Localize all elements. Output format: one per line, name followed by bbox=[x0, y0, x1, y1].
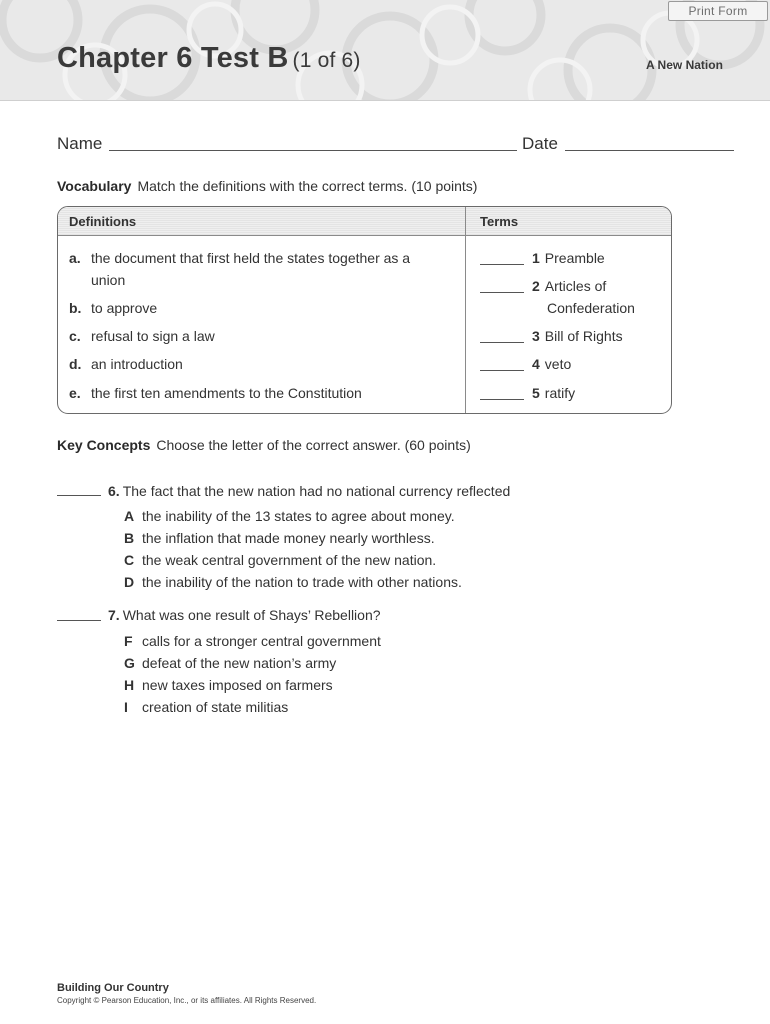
term-text: ratify bbox=[544, 385, 576, 401]
question-number: 6. bbox=[108, 483, 120, 499]
answer-option bbox=[124, 530, 435, 546]
term-answer-blank[interactable] bbox=[480, 387, 524, 400]
option-letter: H bbox=[124, 677, 135, 693]
definition-letter: d. bbox=[69, 356, 82, 372]
term-item bbox=[480, 247, 605, 269]
definition-item bbox=[69, 353, 449, 375]
definition-letter: b. bbox=[69, 300, 82, 316]
term-text: Articles of bbox=[544, 278, 607, 294]
option-text: the weak central government of the new nation. bbox=[142, 552, 437, 568]
option-letter: C bbox=[124, 552, 135, 568]
definition-text-continued: union bbox=[91, 272, 126, 288]
answer-option bbox=[124, 633, 381, 649]
definition-letter: c. bbox=[69, 328, 81, 344]
option-text: calls for a stronger central government bbox=[142, 633, 381, 649]
answer-option bbox=[124, 508, 455, 524]
key-concepts-section-heading bbox=[57, 437, 471, 453]
term-answer-blank[interactable] bbox=[480, 358, 524, 371]
chapter-title-text: Chapter 6 Test B bbox=[57, 42, 289, 74]
chapter-part: (1 of 6) bbox=[292, 49, 361, 72]
question-number: 7. bbox=[108, 607, 120, 623]
option-letter: B bbox=[124, 530, 135, 546]
definition-item bbox=[69, 297, 449, 319]
definition-text: the document that first held the states together as a bbox=[91, 250, 411, 266]
definition-text: to approve bbox=[91, 300, 158, 316]
term-answer-blank[interactable] bbox=[480, 330, 524, 343]
option-text: defeat of the new nation’s army bbox=[142, 655, 337, 671]
definition-text: the first ten amendments to the Constitution bbox=[91, 385, 362, 401]
terms-header: Terms bbox=[480, 214, 519, 229]
term-item bbox=[480, 275, 635, 319]
term-item bbox=[480, 325, 623, 347]
option-letter: A bbox=[124, 508, 135, 524]
definition-letter: a. bbox=[69, 250, 81, 266]
term-answer-blank[interactable] bbox=[480, 252, 524, 265]
answer-option bbox=[124, 552, 436, 568]
answer-option bbox=[124, 699, 288, 715]
term-text: veto bbox=[544, 356, 572, 372]
definition-item bbox=[69, 247, 449, 291]
vocabulary-heading: Vocabulary bbox=[57, 178, 132, 194]
answer-option bbox=[124, 655, 336, 671]
page-title bbox=[57, 42, 361, 75]
option-text: creation of state militias bbox=[142, 699, 289, 715]
key-concepts-heading: Key Concepts bbox=[57, 437, 151, 453]
vocabulary-column-divider bbox=[465, 207, 466, 413]
vocabulary-instructions: Match the definitions with the correct terms. (10 points) bbox=[137, 178, 478, 194]
date-label: Date bbox=[522, 134, 558, 153]
term-answer-blank[interactable] bbox=[480, 280, 524, 293]
answer-option bbox=[124, 677, 333, 693]
term-text-continued: Confederation bbox=[547, 300, 635, 316]
option-letter: D bbox=[124, 574, 135, 590]
key-concepts-instructions: Choose the letter of the correct answer. (60 points) bbox=[156, 437, 471, 453]
term-item bbox=[480, 353, 571, 375]
name-field[interactable] bbox=[109, 150, 517, 151]
definition-text: an introduction bbox=[91, 356, 183, 372]
date-field[interactable] bbox=[565, 150, 734, 151]
option-text: the inflation that made money nearly worthless. bbox=[142, 530, 435, 546]
term-number: 4 bbox=[532, 356, 540, 372]
question-answer-blank[interactable] bbox=[57, 495, 101, 496]
option-letter: F bbox=[124, 633, 133, 649]
name-label: Name bbox=[57, 134, 103, 153]
definition-letter: e. bbox=[69, 385, 81, 401]
question-text: The fact that the new nation had no national currency reflected bbox=[122, 483, 511, 499]
definition-text: refusal to sign a law bbox=[91, 328, 215, 344]
term-number: 2 bbox=[532, 278, 540, 294]
footer-copyright: Copyright © Pearson Education, Inc., or its affiliates. All Rights Reserved. bbox=[57, 996, 317, 1005]
question-stem bbox=[108, 607, 381, 623]
option-letter: I bbox=[124, 699, 128, 715]
question-text: What was one result of Shays’ Rebellion? bbox=[122, 607, 381, 623]
unit-title: A New Nation bbox=[646, 58, 723, 72]
option-letter: G bbox=[124, 655, 135, 671]
answer-option bbox=[124, 574, 462, 590]
option-text: the inability of the nation to trade with other nations. bbox=[142, 574, 462, 590]
term-number: 5 bbox=[532, 385, 540, 401]
vocabulary-matching-box bbox=[57, 206, 672, 414]
question-answer-blank[interactable] bbox=[57, 620, 101, 621]
term-number: 1 bbox=[532, 250, 540, 266]
print-form-button[interactable]: Print Form bbox=[668, 1, 768, 21]
option-text: new taxes imposed on farmers bbox=[142, 677, 333, 693]
footer-book-title: Building Our Country bbox=[57, 982, 169, 994]
vocabulary-section-heading bbox=[57, 178, 477, 194]
question-stem bbox=[108, 483, 510, 499]
vocabulary-table-header bbox=[58, 207, 671, 236]
definition-item bbox=[69, 382, 449, 404]
term-text: Bill of Rights bbox=[544, 328, 623, 344]
term-number: 3 bbox=[532, 328, 540, 344]
term-item bbox=[480, 382, 575, 404]
term-text: Preamble bbox=[544, 250, 605, 266]
definitions-header: Definitions bbox=[69, 214, 137, 229]
definition-item bbox=[69, 325, 449, 347]
option-text: the inability of the 13 states to agree about money. bbox=[142, 508, 455, 524]
header-band bbox=[0, 0, 770, 101]
